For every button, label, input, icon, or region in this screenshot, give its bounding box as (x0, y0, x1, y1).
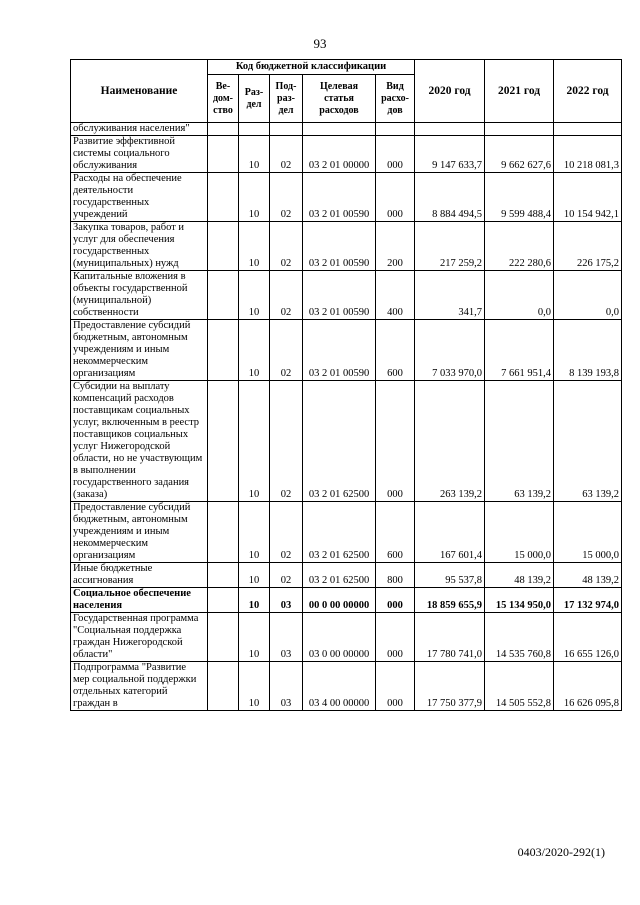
row-value-2022: 10 218 081,3 (554, 136, 622, 173)
table-row (71, 271, 622, 320)
row-value-2020 (415, 123, 485, 136)
row-value-2022: 16 626 095,8 (554, 662, 622, 711)
row-razdel: 10 (239, 563, 270, 588)
table-row (71, 123, 622, 136)
row-name: обслуживания населения" (71, 123, 208, 136)
row-vedomstvo (208, 588, 239, 613)
row-razdel: 10 (239, 588, 270, 613)
row-vid-rashodov: 000 (376, 613, 415, 662)
row-vedomstvo (208, 271, 239, 320)
table-header (71, 60, 622, 123)
row-podrazdel: 02 (270, 381, 303, 502)
row-celevaya-statya: 03 4 00 00000 (303, 662, 376, 711)
row-value-2022: 0,0 (554, 271, 622, 320)
row-name: Закупка товаров, работ и услуг для обеспечения государственных (муниципальных) нужд (71, 222, 208, 271)
row-value-2022: 63 139,2 (554, 381, 622, 502)
row-celevaya-statya: 03 0 00 00000 (303, 613, 376, 662)
row-celevaya-statya: 03 2 01 00590 (303, 320, 376, 381)
row-vid-rashodov: 200 (376, 222, 415, 271)
row-name: Государственная программа "Социальная поддержка граждан Нижегородской области" (71, 613, 208, 662)
header-razdel: Раз-дел (239, 75, 270, 123)
row-celevaya-statya: 03 2 01 62500 (303, 381, 376, 502)
row-value-2020: 95 537,8 (415, 563, 485, 588)
row-celevaya-statya (303, 123, 376, 136)
header-2020: 2020 год (415, 60, 485, 123)
row-value-2021: 222 280,6 (485, 222, 554, 271)
row-value-2022: 8 139 193,8 (554, 320, 622, 381)
row-podrazdel: 02 (270, 563, 303, 588)
row-razdel (239, 123, 270, 136)
row-vedomstvo (208, 381, 239, 502)
row-celevaya-statya: 03 2 01 62500 (303, 502, 376, 563)
row-vid-rashodov: 600 (376, 320, 415, 381)
row-name: Субсидии на выплату компенсаций расходов поставщикам социальных услуг, включенным в реестр поставщиков социальных услуг Нижегородской области, но не участвующим в выполнении государственного задания (заказа) (71, 381, 208, 502)
row-podrazdel (270, 123, 303, 136)
row-value-2022: 15 000,0 (554, 502, 622, 563)
header-name: Наименование (71, 60, 208, 123)
row-celevaya-statya: 03 2 01 00590 (303, 271, 376, 320)
row-razdel: 10 (239, 271, 270, 320)
row-value-2022: 16 655 126,0 (554, 613, 622, 662)
row-value-2020: 217 259,2 (415, 222, 485, 271)
row-value-2020: 341,7 (415, 271, 485, 320)
row-vid-rashodov: 400 (376, 271, 415, 320)
header-2022: 2022 год (554, 60, 622, 123)
row-value-2021 (485, 123, 554, 136)
row-name: Капитальные вложения в объекты государственной (муниципальной) собственности (71, 271, 208, 320)
row-value-2021: 15 134 950,0 (485, 588, 554, 613)
row-value-2020: 17 780 741,0 (415, 613, 485, 662)
row-podrazdel: 03 (270, 588, 303, 613)
row-razdel: 10 (239, 502, 270, 563)
row-podrazdel: 02 (270, 222, 303, 271)
row-podrazdel: 02 (270, 320, 303, 381)
document-code: 0403/2020-292(1) (517, 845, 605, 859)
row-value-2021: 9 662 627,6 (485, 136, 554, 173)
row-value-2020: 17 750 377,9 (415, 662, 485, 711)
table-row (71, 320, 622, 381)
header-vid-rashodov: Вид расхо-дов (376, 75, 415, 123)
row-name: Предоставление субсидий бюджетным, автономным учреждениям и иным некоммерческим организациям (71, 320, 208, 381)
row-razdel: 10 (239, 173, 270, 222)
row-value-2022: 10 154 942,1 (554, 173, 622, 222)
row-razdel: 10 (239, 662, 270, 711)
table-row (71, 173, 622, 222)
row-celevaya-statya: 03 2 01 00590 (303, 173, 376, 222)
row-vedomstvo (208, 502, 239, 563)
row-vedomstvo (208, 222, 239, 271)
row-podrazdel: 02 (270, 173, 303, 222)
table-row (71, 563, 622, 588)
row-podrazdel: 03 (270, 613, 303, 662)
table-row (71, 613, 622, 662)
table-row (71, 136, 622, 173)
row-razdel: 10 (239, 381, 270, 502)
row-vid-rashodov: 800 (376, 563, 415, 588)
row-vedomstvo (208, 563, 239, 588)
row-value-2020: 7 033 970,0 (415, 320, 485, 381)
row-podrazdel: 02 (270, 271, 303, 320)
row-celevaya-statya: 03 2 01 62500 (303, 563, 376, 588)
row-vid-rashodov: 000 (376, 662, 415, 711)
row-value-2021: 14 535 760,8 (485, 613, 554, 662)
row-value-2021: 15 000,0 (485, 502, 554, 563)
row-value-2021: 0,0 (485, 271, 554, 320)
row-podrazdel: 02 (270, 136, 303, 173)
table-body (71, 123, 622, 711)
row-razdel: 10 (239, 222, 270, 271)
header-podrazdel: Под-раз-дел (270, 75, 303, 123)
row-vedomstvo (208, 662, 239, 711)
row-celevaya-statya: 03 2 01 00590 (303, 222, 376, 271)
table-row (71, 662, 622, 711)
table-row (71, 222, 622, 271)
row-value-2022: 17 132 974,0 (554, 588, 622, 613)
row-vid-rashodov: 000 (376, 173, 415, 222)
header-classification-code: Код бюджетной классификации (208, 60, 415, 75)
row-value-2020: 18 859 655,9 (415, 588, 485, 613)
row-value-2020: 9 147 633,7 (415, 136, 485, 173)
row-name: Иные бюджетные ассигнования (71, 563, 208, 588)
row-podrazdel: 03 (270, 662, 303, 711)
table-row (71, 588, 622, 613)
row-value-2021: 63 139,2 (485, 381, 554, 502)
header-celevaya-statya: Целевая статья расходов (303, 75, 376, 123)
row-value-2021: 14 505 552,8 (485, 662, 554, 711)
header-vedomstvo: Ве-дом-ство (208, 75, 239, 123)
row-vedomstvo (208, 173, 239, 222)
row-vid-rashodov: 000 (376, 588, 415, 613)
row-vedomstvo (208, 613, 239, 662)
row-vedomstvo (208, 320, 239, 381)
row-value-2020: 263 139,2 (415, 381, 485, 502)
table-row (71, 502, 622, 563)
row-name: Расходы на обеспечение деятельности государственных учреждений (71, 173, 208, 222)
row-value-2022 (554, 123, 622, 136)
row-value-2021: 7 661 951,4 (485, 320, 554, 381)
row-vid-rashodov: 600 (376, 502, 415, 563)
row-vid-rashodov: 000 (376, 381, 415, 502)
row-value-2021: 9 599 488,4 (485, 173, 554, 222)
row-razdel: 10 (239, 613, 270, 662)
row-podrazdel: 02 (270, 502, 303, 563)
row-celevaya-statya: 00 0 00 00000 (303, 588, 376, 613)
row-vedomstvo (208, 136, 239, 173)
row-vid-rashodov: 000 (376, 136, 415, 173)
budget-table (70, 59, 622, 711)
row-value-2022: 226 175,2 (554, 222, 622, 271)
row-value-2021: 48 139,2 (485, 563, 554, 588)
row-value-2020: 167 601,4 (415, 502, 485, 563)
row-value-2022: 48 139,2 (554, 563, 622, 588)
row-value-2020: 8 884 494,5 (415, 173, 485, 222)
row-name: Предоставление субсидий бюджетным, автономным учреждениям и иным некоммерческим организациям (71, 502, 208, 563)
row-name: Подпрограмма "Развитие мер социальной поддержки отдельных категорий граждан в (71, 662, 208, 711)
row-celevaya-statya: 03 2 01 00000 (303, 136, 376, 173)
table-row (71, 381, 622, 502)
page-number: 93 (313, 36, 327, 51)
row-razdel: 10 (239, 136, 270, 173)
row-vedomstvo (208, 123, 239, 136)
row-razdel: 10 (239, 320, 270, 381)
row-name: Социальное обеспечение населения (71, 588, 208, 613)
row-name: Развитие эффективной системы социального обслуживания (71, 136, 208, 173)
row-vid-rashodov (376, 123, 415, 136)
header-2021: 2021 год (485, 60, 554, 123)
